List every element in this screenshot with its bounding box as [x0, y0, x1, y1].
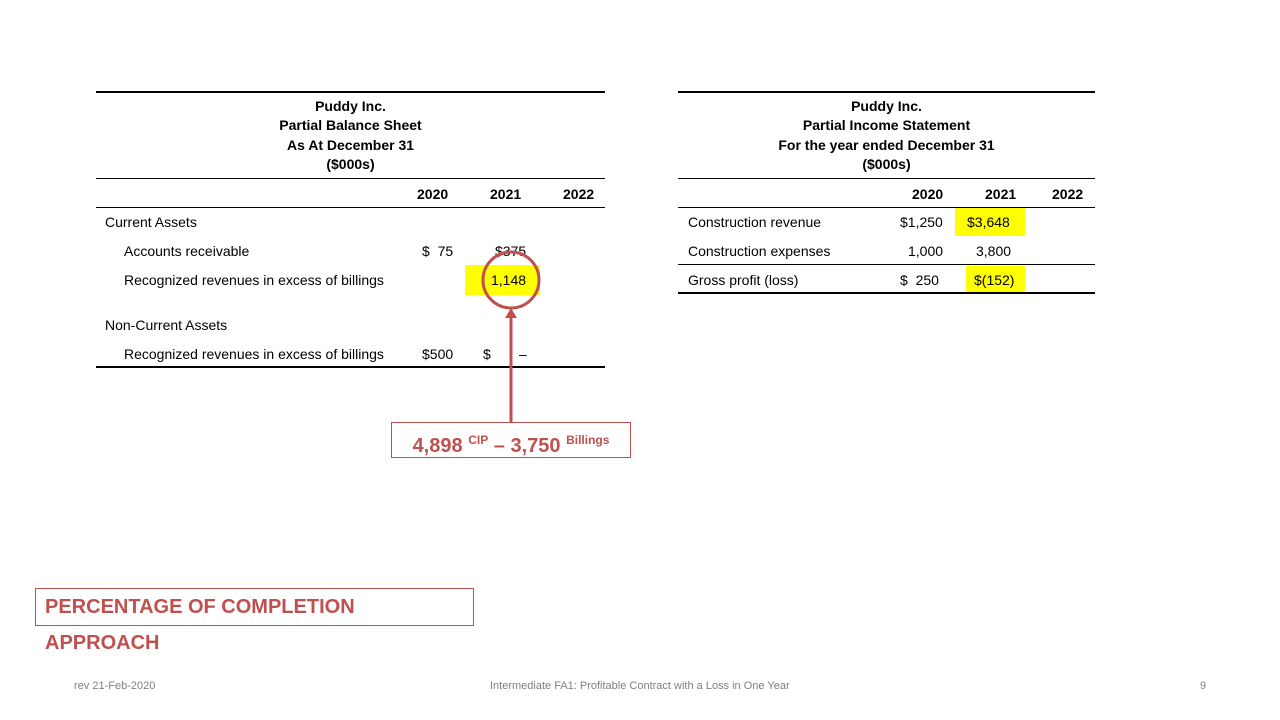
is-row-2020: $1,250 — [900, 214, 943, 230]
cip-value: 4,898 — [412, 435, 463, 457]
minus-sign: – — [493, 435, 505, 457]
billings-label: Billings — [566, 433, 610, 447]
bs-company: Puddy Inc. — [315, 98, 386, 114]
is-row-2020: 1,000 — [908, 243, 944, 259]
bs-nc-2021-dash: – — [519, 346, 527, 362]
cip-label: CIP — [468, 433, 489, 447]
calculation-callout — [391, 422, 631, 458]
is-row-label: Construction expenses — [688, 243, 831, 259]
is-row-label: Construction revenue — [688, 214, 822, 230]
bs-year-2022: 2022 — [563, 186, 595, 202]
bs-ar-label: Accounts receivable — [124, 243, 250, 259]
slide-title: PERCENTAGE OF COMPLETION APPROACH — [35, 588, 474, 626]
is-row-2021: $3,648 — [967, 214, 1010, 230]
is-company: Puddy Inc. — [851, 98, 922, 114]
bs-year-2021: 2021 — [490, 186, 522, 202]
bs-rrib-2021: 1,148 — [491, 272, 527, 288]
bs-year-2020: 2020 — [417, 186, 449, 202]
highlight-circle — [483, 252, 539, 308]
bs-ar-2020: $ 75 — [422, 243, 454, 259]
is-year-2022: 2022 — [1052, 186, 1084, 202]
footer-page-number: 9 — [1200, 680, 1207, 692]
footer-course: Intermediate FA1: Profitable Contract with a Loss in One Year — [490, 680, 790, 692]
arrow-head — [505, 308, 517, 318]
is-row-label: Gross profit (loss) — [688, 272, 799, 288]
bs-noncurrent-assets: Non-Current Assets — [105, 317, 228, 333]
is-title: Partial Income Statement — [802, 117, 971, 134]
is-row-2021: 3,800 — [976, 243, 1012, 259]
bs-title: Partial Balance Sheet — [279, 117, 422, 134]
bs-nc-rrib-label: Recognized revenues in excess of billings — [124, 346, 384, 362]
bs-date: As At December 31 — [286, 136, 415, 153]
bs-rrib-label: Recognized revenues in excess of billings — [124, 272, 384, 288]
bs-current-assets: Current Assets — [105, 214, 197, 230]
is-row-2021: $(152) — [974, 272, 1015, 288]
footer-rev: rev 21-Feb-2020 — [74, 680, 156, 692]
bs-ar-2021: $375 — [495, 243, 527, 259]
billings-value: 3,750 — [510, 435, 561, 457]
is-row-2020: $ 250 — [900, 272, 939, 288]
is-units: ($000s) — [862, 155, 911, 172]
bs-nc-2020: $500 — [422, 346, 454, 362]
is-period: For the year ended December 31 — [778, 136, 995, 153]
bs-units: ($000s) — [326, 155, 375, 172]
bs-nc-2021-dollar: $ — [483, 346, 491, 362]
is-year-2021: 2021 — [985, 186, 1017, 202]
is-year-2020: 2020 — [912, 186, 944, 202]
